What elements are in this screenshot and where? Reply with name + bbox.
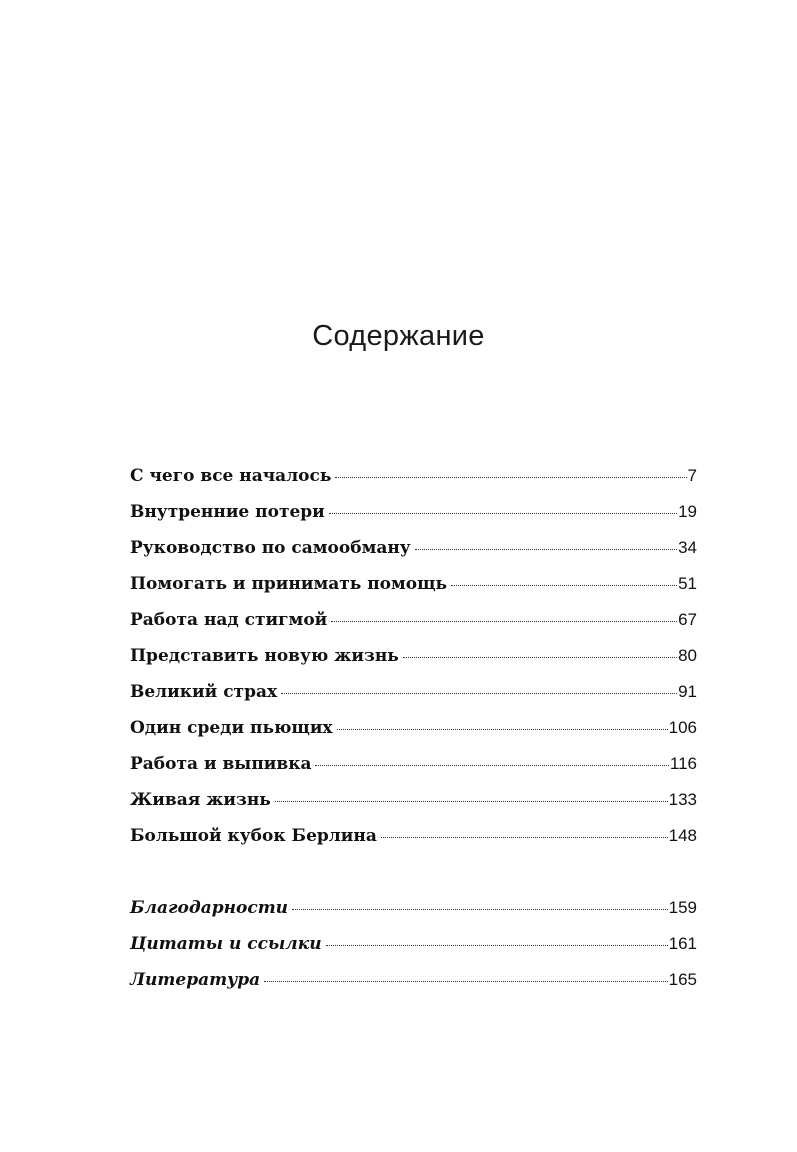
- toc-row-chapter-8: [130, 718, 697, 744]
- toc-row-quotes-and-references: [130, 934, 697, 960]
- toc-entry-page: 34: [678, 538, 697, 557]
- toc-entry-page: 106: [668, 718, 697, 737]
- toc-row-chapter-7: [130, 682, 697, 708]
- toc-entry-page: 165: [668, 970, 697, 989]
- toc-row-literature: [130, 970, 697, 996]
- toc-entry-page: 80: [678, 646, 697, 665]
- toc-entry-label: Работа и выпивка: [130, 754, 312, 774]
- toc-entry-label: Великий страх: [130, 682, 278, 702]
- toc-row-chapter-4: [130, 574, 697, 600]
- toc-entry-page: 159: [668, 898, 697, 917]
- toc-entry-label: Благодарности: [130, 898, 289, 918]
- toc-entry-label: Внутренние потери: [130, 502, 325, 522]
- dot-leader: [415, 548, 677, 550]
- toc-row-chapter-11: [130, 826, 697, 852]
- dot-leader: [335, 476, 686, 478]
- toc-row-acknowledgements: [130, 898, 697, 924]
- toc-entry-page: 116: [669, 754, 697, 773]
- dot-leader: [381, 836, 668, 838]
- toc-entry-page: 19: [678, 502, 697, 521]
- toc-entry-page: 161: [668, 934, 697, 953]
- toc-entry-page: 133: [668, 790, 697, 809]
- dot-leader: [329, 512, 677, 514]
- page-title: Содержание: [312, 320, 485, 352]
- dot-leader: [451, 584, 677, 586]
- dot-leader: [315, 764, 668, 766]
- dot-leader: [403, 656, 677, 658]
- toc-entry-label: Помогать и принимать помощь: [130, 574, 448, 594]
- toc-entry-label: С чего все началось: [130, 466, 332, 486]
- dot-leader: [264, 980, 667, 982]
- toc-row-chapter-10: [130, 790, 697, 816]
- dot-leader: [337, 728, 668, 730]
- toc-entry-label: Живая жизнь: [130, 790, 271, 810]
- toc-entry-label: Один среди пьющих: [130, 718, 333, 738]
- toc-entry-label: Цитаты и ссылки: [130, 934, 322, 954]
- dot-leader: [331, 620, 677, 622]
- dot-leader: [326, 944, 668, 946]
- toc-row-chapter-6: [130, 646, 697, 672]
- toc-entry-label: Руководство по самообману: [130, 538, 411, 558]
- toc-entry-page: 91: [678, 682, 697, 701]
- toc-row-chapter-3: [130, 538, 697, 564]
- dot-leader: [275, 800, 668, 802]
- toc-entry-label: Работа над стигмой: [130, 610, 328, 630]
- dot-leader: [281, 692, 677, 694]
- toc-entry-page: 148: [668, 826, 697, 845]
- toc-entry-label: Литература: [130, 970, 261, 990]
- toc-entry-label: Большой кубок Берлина: [130, 826, 377, 846]
- dot-leader: [292, 908, 668, 910]
- toc-entry-label: Представить новую жизнь: [130, 646, 399, 666]
- toc-row-chapter-5: [130, 610, 697, 636]
- toc-row-chapter-9: [130, 754, 697, 780]
- toc-entry-page: 67: [678, 610, 697, 629]
- toc-row-chapter-1: [130, 466, 697, 492]
- toc-entry-page: 51: [678, 574, 697, 593]
- toc-row-chapter-2: [130, 502, 697, 528]
- toc-entry-page: 7: [687, 466, 697, 485]
